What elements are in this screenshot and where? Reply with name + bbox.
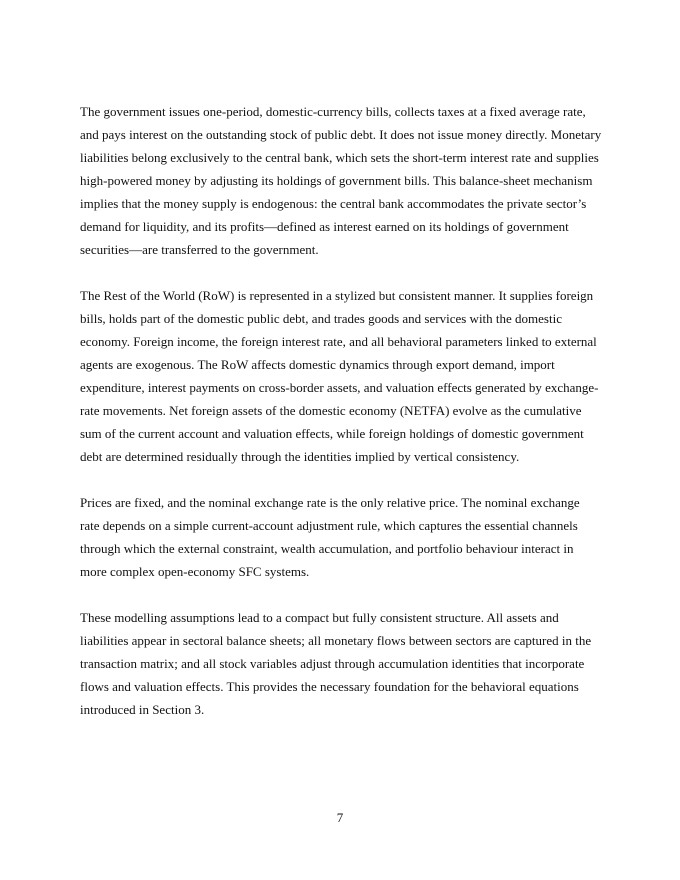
paragraph-government: The government issues one-period, domestic-currency bills, collects taxes at a fixed average rate, and pays interest on the outstanding stock of public debt. It does not issue money directly. Monetary liabilities belong exclusively to the central bank, which sets the short-term interest rate and supplies high-powered money by adjusting its holdings of government bills. This balance-sheet mechanism implies that the money supply is endogenous: the central bank accommodates the private sector’s demand for liquidity, and its profits—defined as interest earned on its holdings of government securities—are transferred to the government. xyxy=(80,104,602,257)
paragraph-rest-of-world: The Rest of the World (RoW) is represented in a stylized but consistent manner. It supplies foreign bills, holds part of the domestic public debt, and trades goods and services with the domestic economy. Foreign income, the foreign interest rate, and all behavioral parameters linked to external agents are exogenous. The RoW affects domestic dynamics through export demand, import expenditure, interest payments on cross-border assets, and valuation effects generated by exchange-rate movements. Net foreign assets of the domestic economy (NETFA) evolve as the cumulative sum of the current account and valuation effects, while foreign holdings of domestic government debt are determined residually through the identities implied by vertical consistency. xyxy=(80,288,599,464)
page-body xyxy=(80,100,602,744)
paragraph-modelling-assumptions: These modelling assumptions lead to a compact but fully consistent structure. All assets and liabilities appear in sectoral balance sheets; all monetary flows between sectors are captured in the transaction matrix; and all stock variables adjust through accumulation identities that incorporate flows and valuation effects. This provides the necessary foundation for the behavioral equations introduced in Section 3. xyxy=(80,610,592,717)
page-number: 7 xyxy=(336,810,344,825)
paragraph-prices: Prices are fixed, and the nominal exchange rate is the only relative price. The nominal exchange rate depends on a simple current-account adjustment rule, which captures the essential channels through which the external constraint, wealth accumulation, and portfolio behaviour interact in more complex open-economy SFC systems. xyxy=(80,495,580,579)
